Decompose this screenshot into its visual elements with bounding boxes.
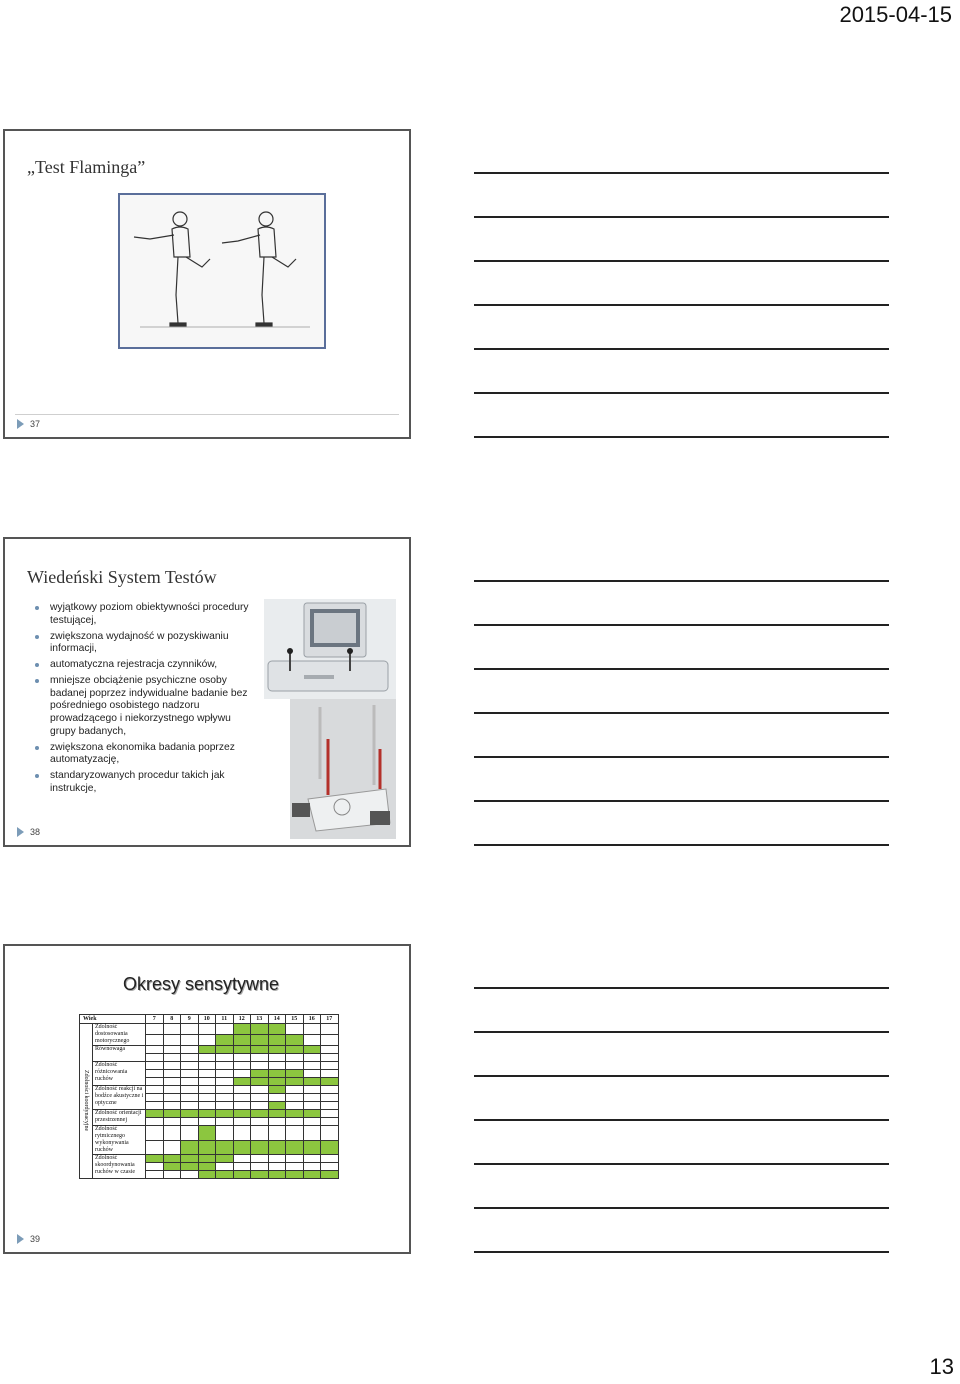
period-cell-active <box>233 1035 251 1046</box>
period-cell <box>321 1094 339 1102</box>
period-cell-active <box>181 1110 199 1118</box>
slide-number-label: 37 <box>30 419 41 429</box>
age-column-header: 13 <box>251 1015 269 1024</box>
period-cell-active <box>286 1035 304 1046</box>
period-cell <box>163 1035 181 1046</box>
period-cell-active <box>181 1140 199 1155</box>
bullet-item: zwiększona ekonomika badania poprzez automatyzację, <box>35 742 250 767</box>
period-cell <box>268 1062 286 1070</box>
triangle-bullet-icon <box>17 419 24 429</box>
period-cell-active <box>233 1140 251 1155</box>
period-cell <box>233 1070 251 1078</box>
table-header-row <box>80 1015 339 1024</box>
period-cell <box>303 1070 321 1078</box>
period-cell <box>216 1078 234 1086</box>
age-header: Wiek <box>80 1015 146 1024</box>
period-cell-active <box>268 1035 286 1046</box>
period-cell <box>181 1035 199 1046</box>
bullet-list <box>35 602 250 799</box>
period-cell-active <box>233 1046 251 1054</box>
period-cell <box>233 1118 251 1126</box>
period-cell <box>321 1155 339 1163</box>
period-cell <box>303 1062 321 1070</box>
period-cell <box>286 1086 304 1094</box>
slide-38 <box>3 537 411 847</box>
period-cell <box>198 1024 216 1035</box>
period-cell-active <box>286 1078 304 1086</box>
note-line <box>474 1119 889 1121</box>
period-cell <box>251 1118 269 1126</box>
period-cell <box>216 1086 234 1094</box>
note-line <box>474 436 889 438</box>
period-cell <box>286 1094 304 1102</box>
period-cell-active <box>181 1163 199 1171</box>
period-cell-active <box>251 1070 269 1078</box>
note-line <box>474 1251 889 1253</box>
period-cell-active <box>268 1046 286 1054</box>
period-cell <box>146 1024 164 1035</box>
period-cell <box>321 1118 339 1126</box>
period-cell-active <box>286 1070 304 1078</box>
period-cell <box>198 1054 216 1062</box>
period-cell-active <box>181 1155 199 1163</box>
period-cell-active <box>251 1140 269 1155</box>
period-cell-active <box>303 1078 321 1086</box>
period-cell <box>198 1094 216 1102</box>
period-cell-active <box>268 1102 286 1110</box>
period-cell <box>233 1086 251 1094</box>
note-line <box>474 712 889 714</box>
age-column-header: 14 <box>268 1015 286 1024</box>
period-cell <box>181 1118 199 1126</box>
period-cell <box>268 1118 286 1126</box>
period-cell-active <box>198 1110 216 1118</box>
bullet-item: zwiększona wydajność w pozyskiwaniu informacji, <box>35 631 250 656</box>
period-cell <box>251 1094 269 1102</box>
period-cell-active <box>163 1110 181 1118</box>
period-cell-active <box>163 1155 181 1163</box>
age-column-header: 12 <box>233 1015 251 1024</box>
period-cell-active <box>286 1046 304 1054</box>
table-row <box>80 1126 339 1141</box>
period-cell <box>216 1054 234 1062</box>
period-cell <box>163 1062 181 1070</box>
period-cell <box>286 1126 304 1141</box>
period-cell <box>163 1171 181 1179</box>
note-line <box>474 624 889 626</box>
note-line <box>474 1031 889 1033</box>
ability-label: Zdolność rytmicznego wykonywania ruchów <box>93 1126 146 1155</box>
period-cell-active <box>198 1171 216 1179</box>
period-cell <box>321 1086 339 1094</box>
period-cell <box>268 1054 286 1062</box>
period-cell-active <box>251 1024 269 1035</box>
period-cell <box>146 1140 164 1155</box>
period-cell <box>321 1046 339 1054</box>
period-cell <box>146 1086 164 1094</box>
ability-label: Zdolność dostosowania motorycznego <box>93 1024 146 1046</box>
note-line <box>474 987 889 989</box>
bullet-item: standaryzowanych procedur takich jak instrukcje, <box>35 770 250 795</box>
period-cell-active <box>233 1110 251 1118</box>
period-cell-active <box>233 1171 251 1179</box>
period-cell <box>286 1155 304 1163</box>
period-cell <box>233 1102 251 1110</box>
slide-number-label: 39 <box>30 1234 41 1244</box>
group-label: Zdolności koordynacyjne <box>83 1070 89 1132</box>
period-cell <box>321 1062 339 1070</box>
period-cell-active <box>268 1171 286 1179</box>
period-cell <box>163 1054 181 1062</box>
period-cell-active <box>216 1140 234 1155</box>
ability-label: Zdolność różnicowania ruchów <box>93 1062 146 1086</box>
period-cell-active <box>268 1078 286 1086</box>
period-cell <box>146 1118 164 1126</box>
period-cell <box>198 1118 216 1126</box>
period-cell <box>146 1171 164 1179</box>
period-cell-active <box>251 1046 269 1054</box>
period-cell <box>181 1102 199 1110</box>
period-cell-active <box>303 1140 321 1155</box>
period-cell-active <box>268 1110 286 1118</box>
period-cell <box>198 1035 216 1046</box>
slide-number <box>17 1234 40 1244</box>
period-cell <box>321 1102 339 1110</box>
period-cell-active <box>268 1024 286 1035</box>
period-cell-active <box>303 1110 321 1118</box>
period-cell-active <box>268 1070 286 1078</box>
period-cell <box>303 1035 321 1046</box>
period-cell <box>163 1078 181 1086</box>
note-line <box>474 348 889 350</box>
page-date: 2015-04-15 <box>839 2 952 27</box>
period-cell <box>181 1086 199 1094</box>
period-cell-active <box>198 1126 216 1141</box>
table-row <box>80 1110 339 1118</box>
period-cell <box>181 1046 199 1054</box>
period-cell <box>251 1062 269 1070</box>
period-cell <box>181 1171 199 1179</box>
period-cell <box>321 1163 339 1171</box>
period-cell <box>163 1140 181 1155</box>
note-line <box>474 580 889 582</box>
period-cell <box>303 1126 321 1141</box>
period-cell <box>216 1126 234 1141</box>
period-cell-active <box>233 1078 251 1086</box>
period-cell <box>146 1046 164 1054</box>
slide-39 <box>3 944 411 1254</box>
period-cell-active <box>321 1140 339 1155</box>
period-cell-active <box>268 1086 286 1094</box>
period-cell <box>146 1126 164 1141</box>
period-cell <box>251 1102 269 1110</box>
ability-label: Równowaga <box>93 1046 146 1062</box>
age-column-header: 11 <box>216 1015 234 1024</box>
period-cell <box>303 1163 321 1171</box>
period-cell-active <box>198 1155 216 1163</box>
period-cell <box>216 1094 234 1102</box>
period-cell <box>216 1070 234 1078</box>
period-cell <box>251 1155 269 1163</box>
age-column-header: 15 <box>286 1015 304 1024</box>
period-cell <box>303 1094 321 1102</box>
period-cell <box>181 1070 199 1078</box>
slide-title: Okresy sensytywne <box>123 974 280 994</box>
bullet-item: mniejsze obciążenie psychiczne osoby badanej poprzez indywidualne badanie bez pośredniego osobistego nadzoru prowadzącego i niekorzystnego wpływu grupy badanych, <box>35 675 250 738</box>
period-cell <box>268 1126 286 1141</box>
period-cell-active <box>251 1078 269 1086</box>
period-cell <box>233 1094 251 1102</box>
age-column-header: 17 <box>321 1015 339 1024</box>
period-cell <box>198 1086 216 1094</box>
period-cell-active <box>303 1171 321 1179</box>
period-cell-active <box>216 1171 234 1179</box>
period-cell <box>286 1118 304 1126</box>
period-cell-active <box>216 1110 234 1118</box>
period-cell <box>163 1086 181 1094</box>
period-cell-active <box>198 1046 216 1054</box>
period-cell <box>163 1046 181 1054</box>
note-line <box>474 216 889 218</box>
note-line <box>474 1075 889 1077</box>
note-line <box>474 1207 889 1209</box>
period-cell-active <box>321 1171 339 1179</box>
bullet-item: wyjątkowy poziom obiektywności procedury testującej, <box>35 602 250 627</box>
period-cell-active <box>146 1155 164 1163</box>
period-cell <box>181 1062 199 1070</box>
period-cell <box>251 1054 269 1062</box>
period-cell <box>163 1118 181 1126</box>
period-cell <box>146 1062 164 1070</box>
period-cell <box>198 1062 216 1070</box>
slide-number-label: 38 <box>30 827 41 837</box>
period-cell <box>216 1102 234 1110</box>
bullet-item: automatyczna rejestracja czynników, <box>35 659 250 672</box>
period-cell-active <box>233 1024 251 1035</box>
sensitive-periods-table <box>79 1014 339 1179</box>
ability-label: Zdolność reakcji na bodźce akustyczne i optyczne <box>93 1086 146 1110</box>
note-line <box>474 304 889 306</box>
slide-number <box>17 419 40 429</box>
period-cell <box>321 1070 339 1078</box>
period-cell <box>303 1118 321 1126</box>
period-cell <box>216 1062 234 1070</box>
note-line <box>474 392 889 394</box>
period-cell <box>181 1094 199 1102</box>
period-cell <box>321 1054 339 1062</box>
age-column-header: 7 <box>146 1015 164 1024</box>
ability-label: Zdolność skoordynowania ruchów w czasie <box>93 1155 146 1179</box>
period-cell <box>146 1035 164 1046</box>
period-cell <box>216 1024 234 1035</box>
period-cell <box>321 1126 339 1141</box>
period-cell <box>303 1086 321 1094</box>
period-cell <box>233 1062 251 1070</box>
period-cell <box>146 1163 164 1171</box>
slide-37 <box>3 129 411 439</box>
age-column-header: 8 <box>163 1015 181 1024</box>
period-cell <box>216 1118 234 1126</box>
period-cell <box>286 1054 304 1062</box>
period-cell <box>251 1163 269 1171</box>
period-cell <box>163 1102 181 1110</box>
slide-number <box>17 827 40 837</box>
period-cell <box>303 1054 321 1062</box>
period-cell-active <box>251 1035 269 1046</box>
period-cell <box>321 1035 339 1046</box>
period-cell-active <box>216 1155 234 1163</box>
period-cell-active <box>251 1171 269 1179</box>
period-cell <box>198 1078 216 1086</box>
age-column-header: 9 <box>181 1015 199 1024</box>
period-cell-active <box>286 1171 304 1179</box>
period-cell <box>163 1094 181 1102</box>
ability-label: Zdolność orientacji przestrzennej <box>93 1110 146 1126</box>
period-cell <box>198 1070 216 1078</box>
period-cell-active <box>163 1163 181 1171</box>
period-cell <box>181 1078 199 1086</box>
flamingo-test-illustration <box>118 193 326 349</box>
period-cell-active <box>268 1140 286 1155</box>
age-column-header: 16 <box>303 1015 321 1024</box>
period-cell-active <box>286 1140 304 1155</box>
period-cell-active <box>198 1163 216 1171</box>
period-cell <box>146 1054 164 1062</box>
period-cell <box>181 1024 199 1035</box>
period-cell <box>286 1102 304 1110</box>
table-row <box>80 1086 339 1094</box>
period-cell <box>146 1078 164 1086</box>
period-cell-active <box>303 1046 321 1054</box>
note-line <box>474 844 889 846</box>
period-cell <box>233 1126 251 1141</box>
group-label-cell <box>80 1024 93 1179</box>
table-row <box>80 1062 339 1070</box>
period-cell <box>163 1126 181 1141</box>
period-cell <box>303 1102 321 1110</box>
period-cell <box>268 1094 286 1102</box>
period-cell <box>181 1054 199 1062</box>
period-cell-active <box>321 1078 339 1086</box>
period-cell <box>146 1070 164 1078</box>
note-line <box>474 800 889 802</box>
age-column-header: 10 <box>198 1015 216 1024</box>
triangle-bullet-icon <box>17 827 24 837</box>
note-line <box>474 260 889 262</box>
period-cell <box>163 1024 181 1035</box>
note-line <box>474 1163 889 1165</box>
period-cell <box>286 1163 304 1171</box>
slide-title: „Test Flaminga” <box>27 157 146 177</box>
table-row <box>80 1024 339 1035</box>
period-cell-active <box>198 1140 216 1155</box>
table-row <box>80 1155 339 1163</box>
note-line <box>474 668 889 670</box>
period-cell <box>233 1163 251 1171</box>
period-cell-active <box>216 1035 234 1046</box>
period-cell <box>321 1024 339 1035</box>
period-cell <box>181 1126 199 1141</box>
note-line <box>474 756 889 758</box>
period-cell-active <box>251 1110 269 1118</box>
period-cell <box>303 1024 321 1035</box>
period-cell <box>286 1024 304 1035</box>
period-cell-active <box>286 1110 304 1118</box>
page-number: 13 <box>929 1354 954 1379</box>
period-cell <box>251 1086 269 1094</box>
note-line <box>474 172 889 174</box>
period-cell <box>268 1155 286 1163</box>
period-cell <box>146 1094 164 1102</box>
period-cell <box>321 1110 339 1118</box>
period-cell <box>216 1163 234 1171</box>
period-cell <box>303 1155 321 1163</box>
period-cell <box>233 1155 251 1163</box>
period-cell <box>251 1126 269 1141</box>
period-cell <box>198 1102 216 1110</box>
period-cell <box>268 1163 286 1171</box>
triangle-bullet-icon <box>17 1234 24 1244</box>
slide-title: Wiedeński System Testów <box>27 567 217 587</box>
period-cell <box>146 1102 164 1110</box>
table-row <box>80 1046 339 1054</box>
period-cell <box>233 1054 251 1062</box>
period-cell <box>163 1070 181 1078</box>
period-cell <box>286 1062 304 1070</box>
period-cell-active <box>216 1046 234 1054</box>
test-device-photo <box>290 699 396 839</box>
computer-terminal-photo <box>264 599 396 699</box>
period-cell-active <box>146 1110 164 1118</box>
